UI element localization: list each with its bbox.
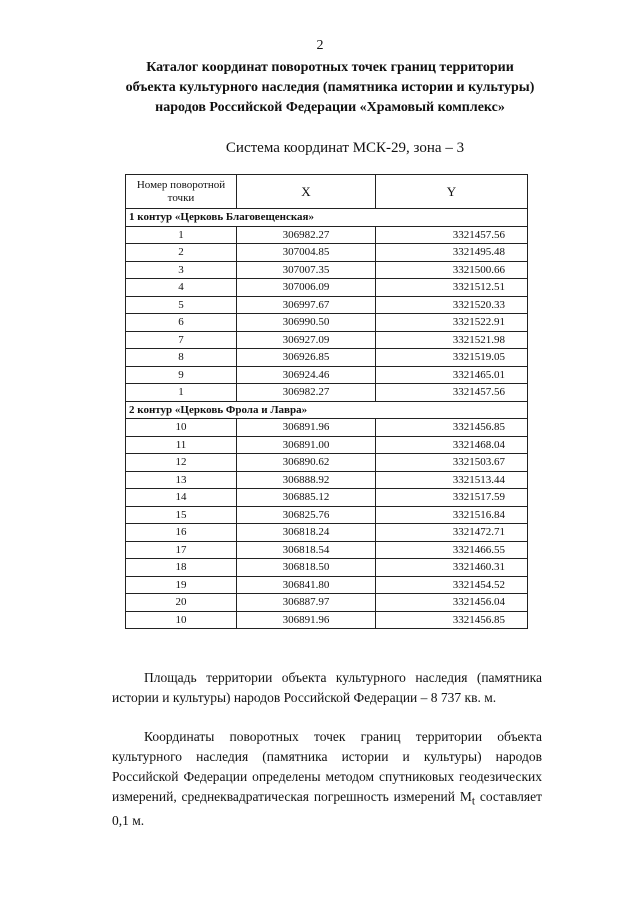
table-row [126, 594, 528, 612]
table-row [126, 366, 528, 384]
table-row [126, 314, 528, 332]
title-line: объекта культурного наследия (памятника истории и культуры) [125, 80, 535, 95]
point-number-cell: 18 [126, 559, 237, 577]
x-coordinate-cell: 306818.24 [237, 524, 376, 542]
contour-row [126, 209, 528, 227]
precision-tail: составляет 0,1 м. [112, 788, 542, 829]
contour-label: 2 контур «Церковь Фрола и Лавра» [126, 401, 528, 419]
y-coordinate-cell: 3321456.04 [376, 594, 528, 612]
y-coordinate-cell: 3321521.98 [376, 331, 528, 349]
x-coordinate-cell: 306891.00 [237, 436, 376, 454]
table-row [126, 489, 528, 507]
x-coordinate-cell: 306990.50 [237, 314, 376, 332]
y-coordinate-cell: 3321460.31 [376, 559, 528, 577]
table-row [126, 576, 528, 594]
point-number-cell: 3 [126, 261, 237, 279]
table-row [126, 296, 528, 314]
table-row [126, 524, 528, 542]
coordinate-system-caption: Система координат МСК-29, зона – 3 [225, 140, 465, 156]
point-number-cell: 7 [126, 331, 237, 349]
document-title [100, 58, 560, 118]
point-header-line: Номер поворотной [136, 178, 226, 191]
y-coordinate-cell: 3321457.56 [376, 384, 528, 402]
x-coordinate-cell: 307007.35 [237, 261, 376, 279]
contour-row [126, 401, 528, 419]
x-coordinate-cell: 306924.46 [237, 366, 376, 384]
x-coordinate-cell: 306926.85 [237, 349, 376, 367]
point-number-cell: 20 [126, 594, 237, 612]
precision-paragraph [112, 727, 542, 832]
x-coordinate-cell: 306982.27 [237, 384, 376, 402]
table-row [126, 559, 528, 577]
point-number-cell: 16 [126, 524, 237, 542]
x-coordinate-cell: 306997.67 [237, 296, 376, 314]
x-coordinate-cell: 307004.85 [237, 244, 376, 262]
point-number-cell: 4 [126, 279, 237, 297]
table-row [126, 419, 528, 437]
y-coordinate-cell: 3321519.05 [376, 349, 528, 367]
y-header: Y [376, 175, 528, 209]
x-coordinate-cell: 306825.76 [237, 506, 376, 524]
y-coordinate-cell: 3321513.44 [376, 471, 528, 489]
point-number-cell: 9 [126, 366, 237, 384]
point-number-cell: 14 [126, 489, 237, 507]
point-number-cell: 8 [126, 349, 237, 367]
x-coordinate-cell: 306885.12 [237, 489, 376, 507]
point-number-cell: 6 [126, 314, 237, 332]
table-row [126, 436, 528, 454]
point-number-cell: 12 [126, 454, 237, 472]
point-number-cell: 13 [126, 471, 237, 489]
point-number-cell: 15 [126, 506, 237, 524]
point-number-cell: 17 [126, 541, 237, 559]
y-coordinate-cell: 3321465.01 [376, 366, 528, 384]
table-row [126, 244, 528, 262]
x-coordinate-cell: 306891.96 [237, 611, 376, 629]
point-header-line: точки [167, 191, 195, 204]
table-row [126, 349, 528, 367]
y-coordinate-cell: 3321466.55 [376, 541, 528, 559]
table-row [126, 279, 528, 297]
x-coordinate-cell: 306982.27 [237, 226, 376, 244]
y-coordinate-cell: 3321512.51 [376, 279, 528, 297]
precision-text: Координаты поворотных точек границ территории объекта культурного наследия (памятника истории и культуры) народов Российской Федерации определены методом спутниковых геодезических измерений, среднеквадратическая погрешность измерений M [112, 728, 542, 804]
x-coordinate-cell: 306841.80 [237, 576, 376, 594]
table-row [126, 226, 528, 244]
y-coordinate-cell: 3321472.71 [376, 524, 528, 542]
point-number-cell: 10 [126, 611, 237, 629]
x-coordinate-cell: 306890.62 [237, 454, 376, 472]
table-row [126, 611, 528, 629]
y-coordinate-cell: 3321520.33 [376, 296, 528, 314]
title-line: народов Российской Федерации «Храмовый комплекс» [155, 100, 505, 115]
table-row [126, 384, 528, 402]
y-coordinate-cell: 3321454.52 [376, 576, 528, 594]
y-coordinate-cell: 3321456.85 [376, 419, 528, 437]
point-number-cell: 5 [126, 296, 237, 314]
point-number-header [126, 175, 237, 209]
title-line: Каталог координат поворотных точек границ территории [146, 60, 514, 75]
precision-subscript: t [471, 795, 475, 808]
x-coordinate-cell: 306891.96 [237, 419, 376, 437]
point-number-cell: 2 [126, 244, 237, 262]
x-coordinate-cell: 306818.50 [237, 559, 376, 577]
y-coordinate-cell: 3321516.84 [376, 506, 528, 524]
y-coordinate-cell: 3321522.91 [376, 314, 528, 332]
table-row [126, 331, 528, 349]
table-row [126, 454, 528, 472]
table-header-row [126, 175, 528, 209]
x-coordinate-cell: 306927.09 [237, 331, 376, 349]
table-row [126, 541, 528, 559]
y-coordinate-cell: 3321517.59 [376, 489, 528, 507]
y-coordinate-cell: 3321503.67 [376, 454, 528, 472]
table-row [126, 506, 528, 524]
table-row [126, 471, 528, 489]
y-coordinate-cell: 3321495.48 [376, 244, 528, 262]
contour-label: 1 контур «Церковь Благовещенская» [126, 209, 528, 227]
point-number-cell: 1 [126, 226, 237, 244]
x-header: X [237, 175, 376, 209]
table-body [126, 209, 528, 629]
x-coordinate-cell: 306818.54 [237, 541, 376, 559]
x-coordinate-cell: 307006.09 [237, 279, 376, 297]
x-coordinate-cell: 306888.92 [237, 471, 376, 489]
point-number-cell: 1 [126, 384, 237, 402]
point-number-cell: 11 [126, 436, 237, 454]
y-coordinate-cell: 3321457.56 [376, 226, 528, 244]
y-coordinate-cell: 3321500.66 [376, 261, 528, 279]
coordinates-table [125, 174, 528, 629]
area-paragraph: Площадь территории объекта культурного наследия (памятника истории и культуры) народов Российской Федерации – 8 737 кв. м. [112, 669, 542, 705]
table-row [126, 261, 528, 279]
page-number: 2 [316, 38, 324, 53]
y-coordinate-cell: 3321456.85 [376, 611, 528, 629]
point-number-cell: 10 [126, 419, 237, 437]
point-number-cell: 19 [126, 576, 237, 594]
x-coordinate-cell: 306887.97 [237, 594, 376, 612]
y-coordinate-cell: 3321468.04 [376, 436, 528, 454]
